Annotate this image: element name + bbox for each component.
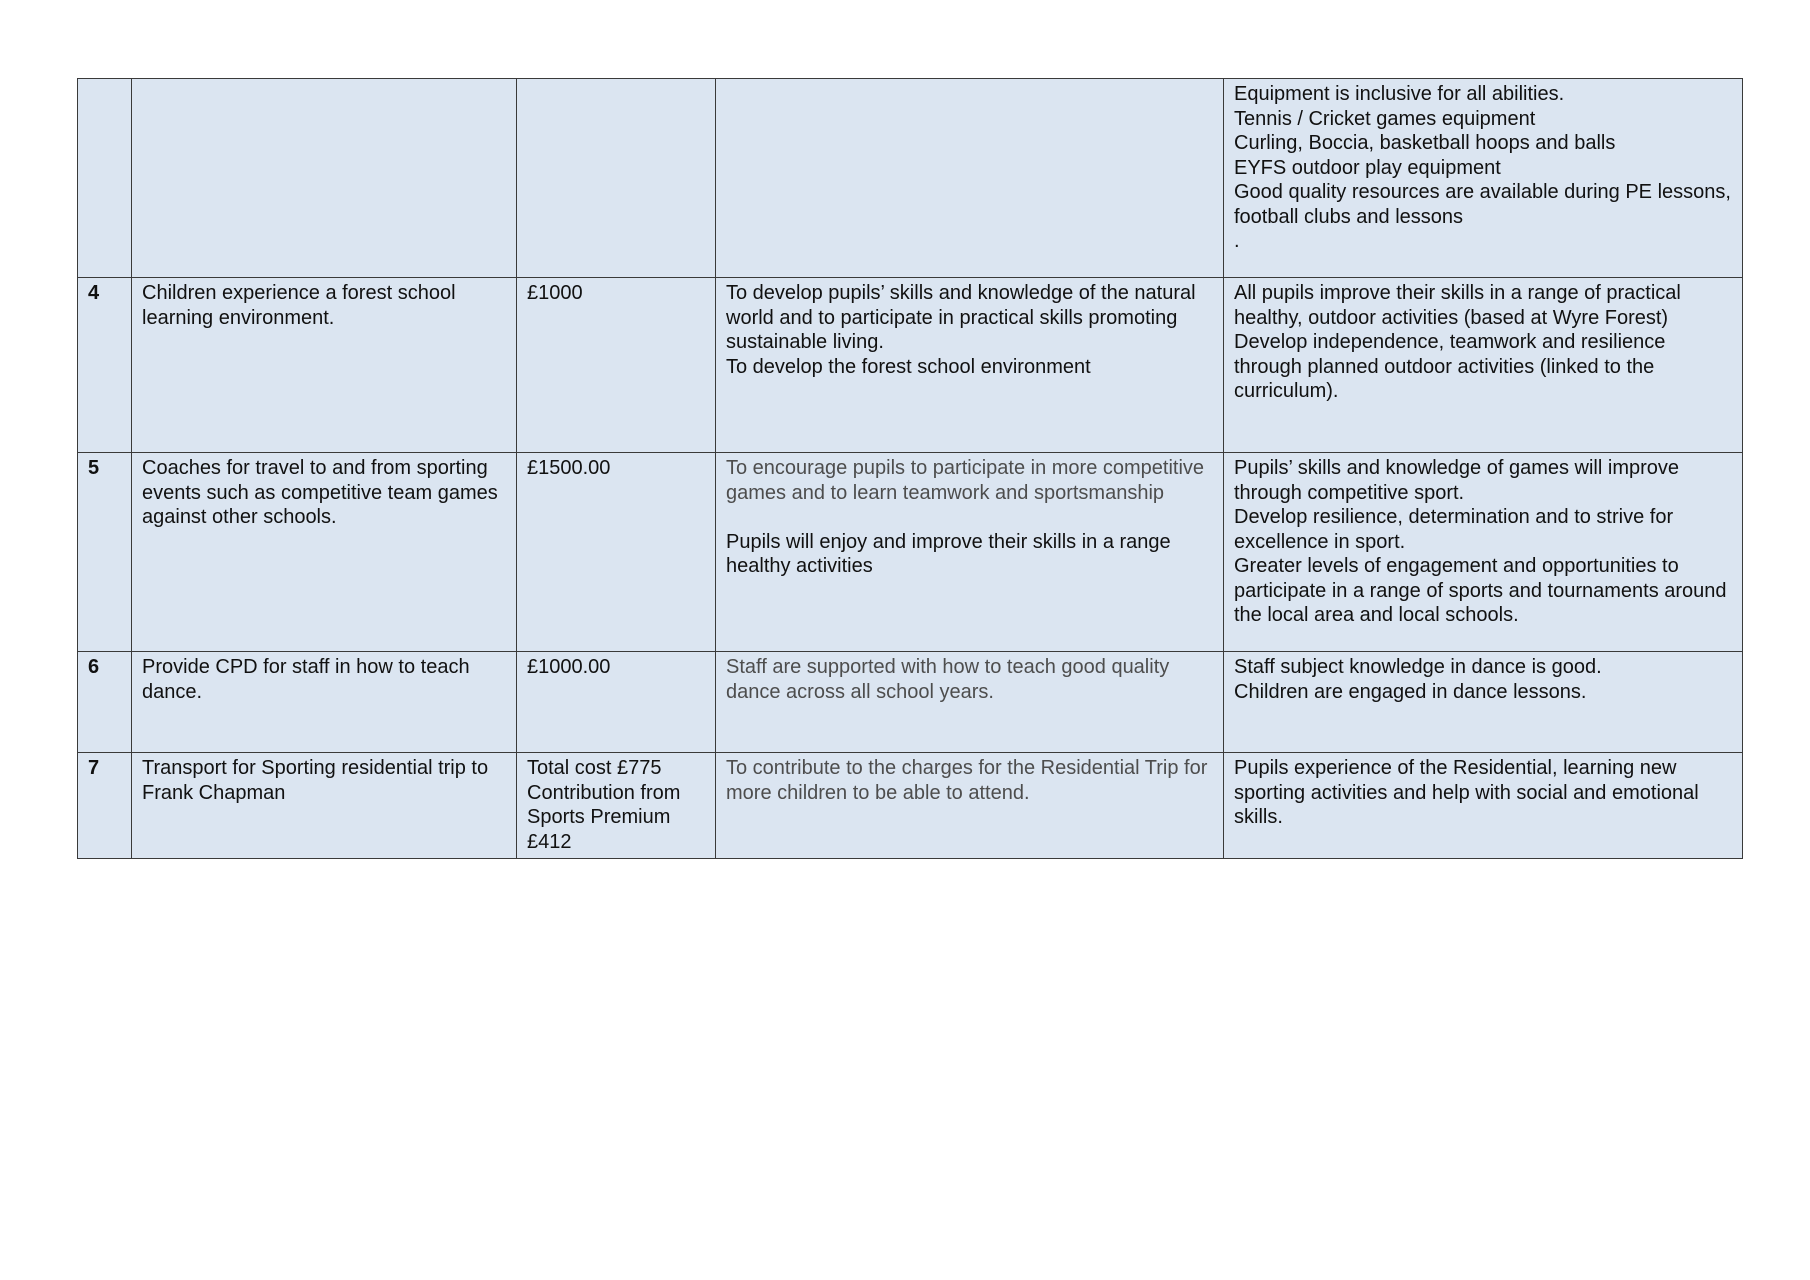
impact-line: Staff subject knowledge in dance is good.: [1234, 656, 1602, 678]
row-number-cell: 7: [78, 753, 132, 859]
cost-line: Total cost £775: [527, 757, 662, 779]
cost-cell: [517, 652, 716, 753]
impact-cell: [1224, 652, 1743, 753]
row-number-cell: 5: [78, 453, 132, 652]
intent-cell: [716, 278, 1224, 453]
impact-line: Curling, Boccia, basketball hoops and balls: [1234, 132, 1616, 154]
impact-line: Tennis / Cricket games equipment: [1234, 107, 1536, 130]
intent-line: To encourage pupils to participate in more competitive games and to learn teamwork and sportsmanship: [726, 457, 1205, 504]
cost-line: £1000: [527, 282, 583, 304]
action-cell: [132, 652, 517, 753]
cost-cell: [517, 278, 716, 453]
impact-cell: [1224, 753, 1743, 859]
impact-line: .: [1234, 230, 1240, 252]
intent-line: Staff are supported with how to teach good quality dance across all school years.: [726, 656, 1170, 703]
impact-line: Equipment is inclusive for all abilities.: [1234, 83, 1565, 105]
impact-line: All pupils improve their skills in a range of practical healthy, outdoor activities (based at Wyre Forest): [1234, 282, 1681, 329]
intent-line: To develop pupils’ skills and knowledge of the natural world and to participate in practical skills promoting sustainable living.: [726, 282, 1196, 353]
intent-line: To develop the forest school environment: [726, 355, 1091, 378]
action-cell: [132, 453, 517, 652]
impact-line: Children are engaged in dance lessons.: [1234, 680, 1587, 703]
impact-line: Good quality resources are available during PE lessons, football clubs and lessons: [1234, 181, 1731, 228]
action-cell: [132, 278, 517, 453]
table-row: [78, 278, 1743, 453]
table-row: [78, 453, 1743, 652]
impact-line: Pupils’ skills and knowledge of games will improve through competitive sport.: [1234, 457, 1680, 504]
intent-line: To contribute to the charges for the Residential Trip for more children to be able to attend.: [726, 757, 1208, 804]
intent-cell: [716, 652, 1224, 753]
cost-cell: [517, 79, 716, 278]
row-number-cell: 6: [78, 652, 132, 753]
row-number-cell: [78, 79, 132, 278]
intent-line: Pupils will enjoy and improve their skills in a range healthy activities: [726, 530, 1171, 577]
table-row: [78, 652, 1743, 753]
row-number-cell: 4: [78, 278, 132, 453]
paragraph-gap: [726, 505, 1213, 530]
cost-line: Contribution from Sports Premium: [527, 781, 681, 828]
action-line: Transport for Sporting residential trip to Frank Chapman: [142, 757, 489, 804]
cost-cell: [517, 753, 716, 859]
impact-line: Develop independence, teamwork and resilience through planned outdoor activities (linked to the curriculum).: [1234, 331, 1666, 402]
cost-line: £412: [527, 830, 572, 853]
impact-line: Develop resilience, determination and to strive for excellence in sport.: [1234, 506, 1674, 553]
action-cell: [132, 79, 517, 278]
action-cell: [132, 753, 517, 859]
intent-cell: [716, 79, 1224, 278]
impact-cell: [1224, 79, 1743, 278]
cost-cell: [517, 453, 716, 652]
impact-line: EYFS outdoor play equipment: [1234, 156, 1501, 179]
impact-line: Greater levels of engagement and opportunities to participate in a range of sports and tournaments around the local area and local schools.: [1234, 555, 1727, 626]
impact-line: Pupils experience of the Residential, learning new sporting activities and help with social and emotional skills.: [1234, 757, 1699, 828]
cost-line: £1000.00: [527, 656, 611, 678]
intent-cell: [716, 453, 1224, 652]
intent-cell: [716, 753, 1224, 859]
table-row: [78, 79, 1743, 278]
table-row: [78, 753, 1743, 859]
cost-line: £1500.00: [527, 457, 611, 479]
impact-cell: [1224, 453, 1743, 652]
impact-cell: [1224, 278, 1743, 453]
action-line: Provide CPD for staff in how to teach dance.: [142, 656, 470, 703]
action-line: Coaches for travel to and from sporting events such as competitive team games against other schools.: [142, 457, 498, 528]
sports-premium-table: [77, 78, 1743, 859]
action-line: Children experience a forest school learning environment.: [142, 282, 456, 329]
